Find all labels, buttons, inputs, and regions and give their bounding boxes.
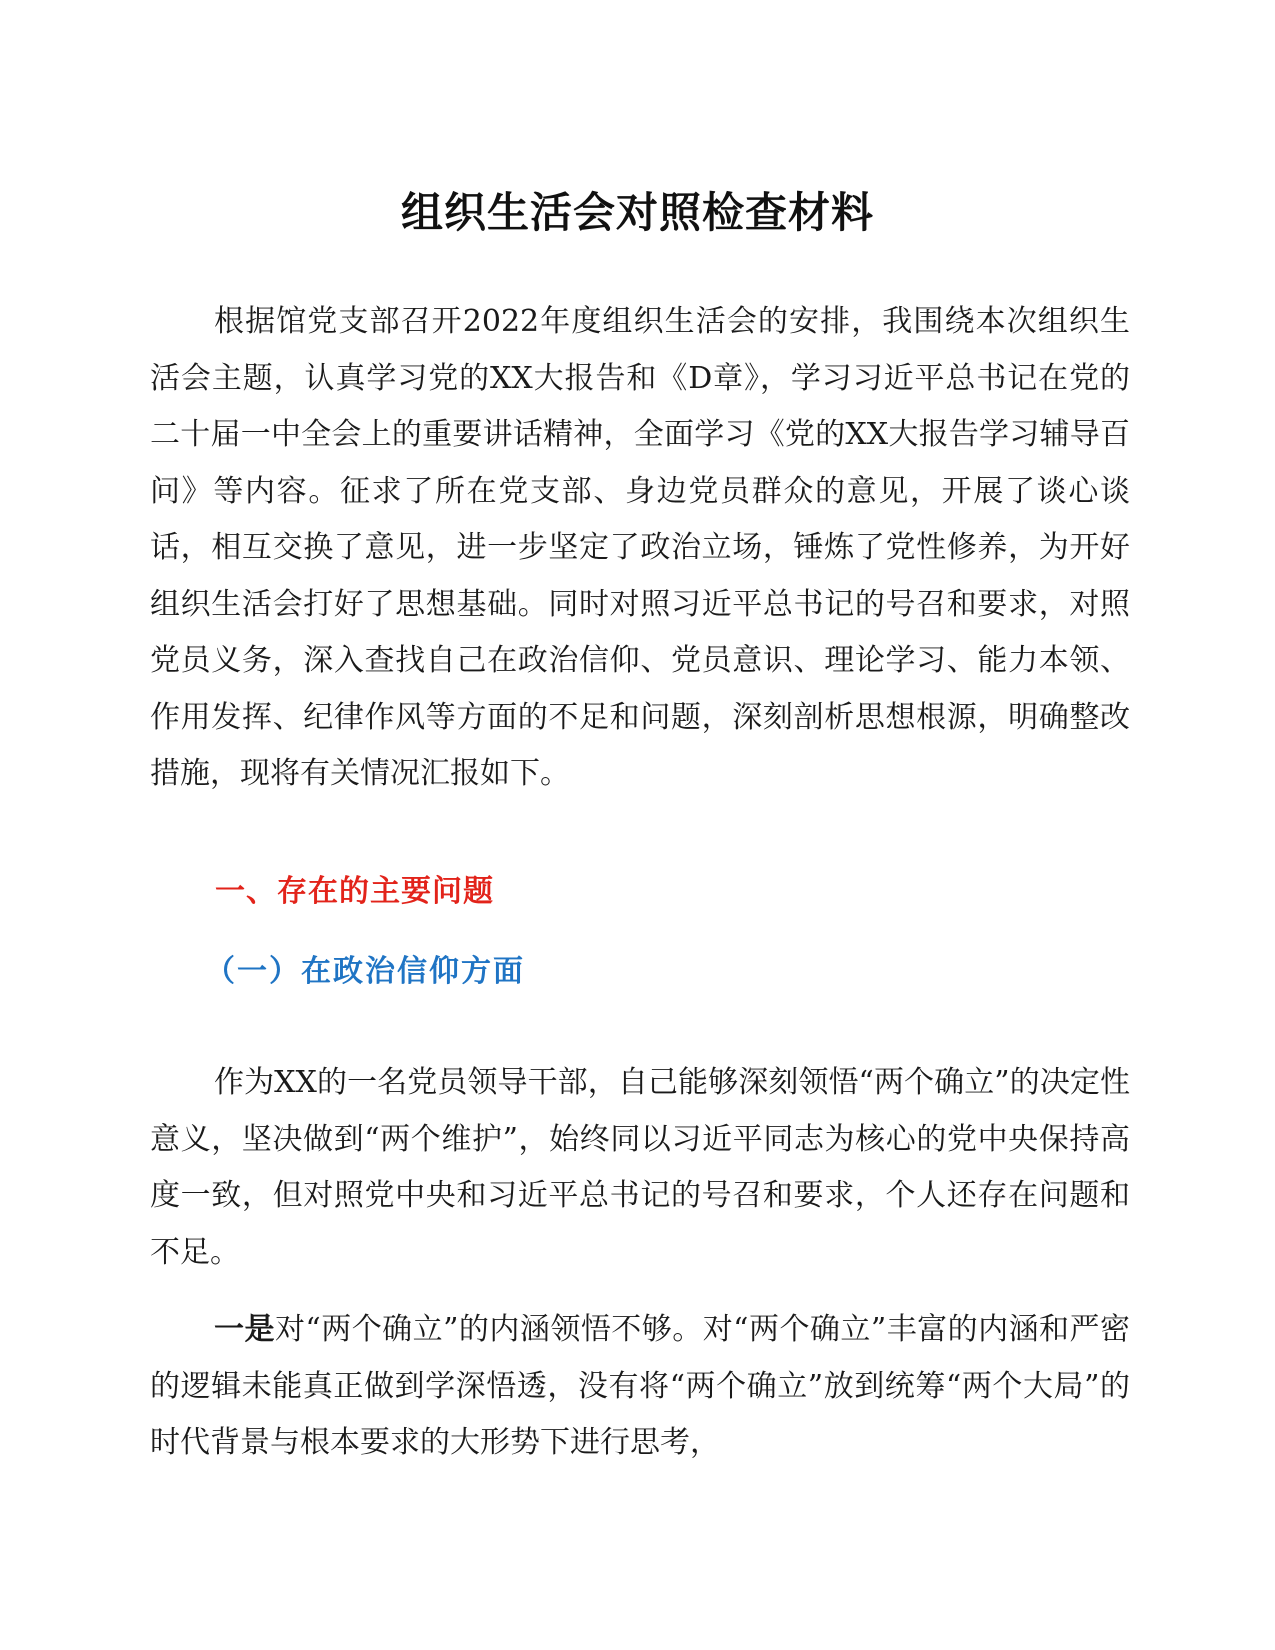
section-heading: 一、存在的主要问题 [215,874,494,909]
political-belief-paragraph: 作为XX的一名党员领导干部，自己能够深刻领悟“两个确立”的决定性意义，坚决做到“两个维护”，始终同以习近平同志为核心的党中央保持高度一致，但对照党中央和习近平总书记的号召和要求，个人还存在问题和不足。 [150,1065,1130,1270]
first-issue-paragraph [150,1302,1130,1472]
first-issue-lead: 一是 [214,1312,275,1347]
intro-paragraph: 根据馆党支部召开2022年度组织生活会的安排，我围绕本次组织生活会主题，认真学习党的XX大报告和《D章》，学习习近平总书记在党的二十届一中全会上的重要讲话精神，全面学习《党的XX大报告学习辅导百问》等内容。征求了所在党支部、身边党员群众的意见，开展了谈心谈话，相互交换了意见，进一步坚定了政治立场，锤炼了党性修养，为开好组织生活会打好了思想基础。同时对照习近平总书记的号召和要求，对照党员义务，深入查找自己在政治信仰、党员意识、理论学习、能力本领、作用发挥、纪律作风等方面的不足和问题，深刻剖析思想根源，明确整改措施，现将有关情况汇报如下。 [150,304,1130,791]
subsection-heading: （一）在政治信仰方面 [205,954,525,989]
document-title: 组织生活会对照检查材料 [400,188,874,237]
first-issue-text: 对“两个确立”的内涵领悟不够。对“两个确立”丰富的内涵和严密的逻辑未能真正做到学深悟透，没有将“两个确立”放到统筹“两个大局”的时代背景与根本要求的大形势下进行思考， [150,1312,1130,1460]
